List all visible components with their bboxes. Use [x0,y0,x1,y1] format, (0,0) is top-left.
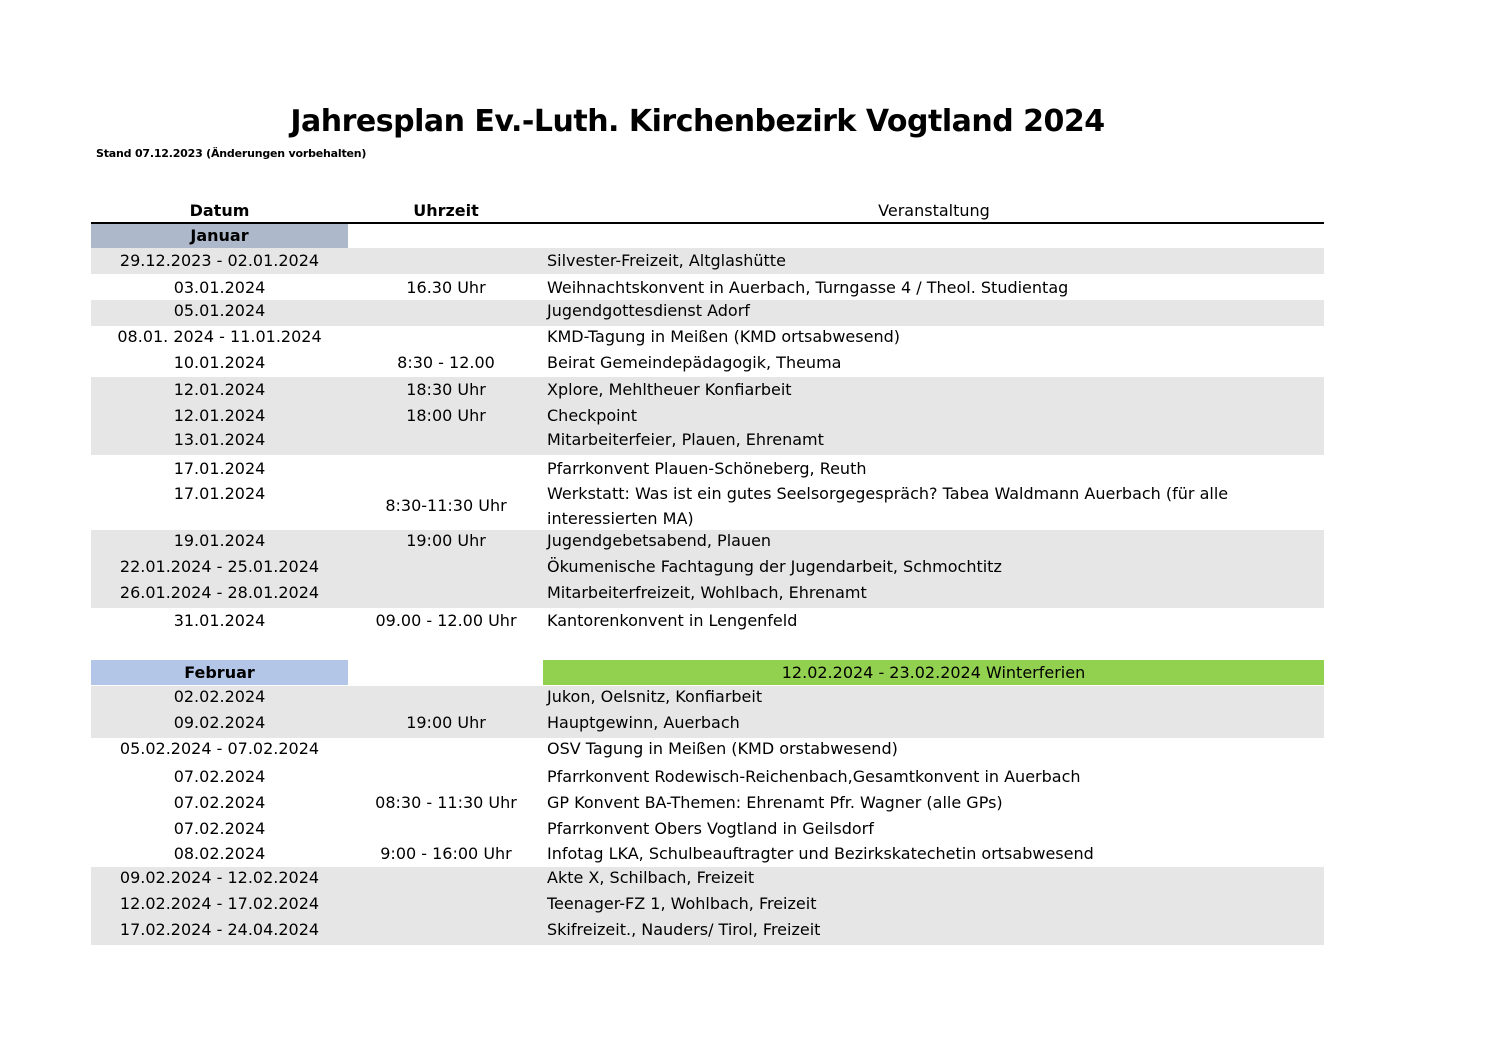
header-datum: Datum [189,201,250,220]
cell-event: Teenager-FZ 1, Wohlbach, Freizeit [547,894,817,913]
cell-event: Weihnachtskonvent in Auerbach, Turngasse 4 / Theol. Studientag [547,278,1069,297]
table-row [91,686,1324,712]
page-title: Jahresplan Ev.-Luth. Kirchenbezirk Vogtland 2024 [290,104,1105,139]
cell-date: 05.01.2024 [173,301,266,320]
stand-note: Stand 07.12.2023 (Änderungen vorbehalten) [96,147,367,160]
table-row [91,582,1324,608]
cell-time: 19:00 Uhr [406,713,486,732]
table-row [91,867,1324,893]
cell-date: 08.02.2024 [173,844,266,863]
table-row [91,403,1324,429]
table-row [91,300,1324,326]
cell-event: Silvester-Freizeit, Altglashütte [547,251,786,270]
cell-date: 02.02.2024 [173,687,266,706]
cell-event: Pfarrkonvent Plauen-Schöneberg, Reuth [547,459,867,478]
header-veranstaltung: Veranstaltung [878,201,990,220]
cell-date: 09.02.2024 - 12.02.2024 [119,868,320,887]
table-row [91,893,1324,919]
cell-date: 29.12.2023 - 02.01.2024 [119,251,320,270]
cell-date: 22.01.2024 - 25.01.2024 [119,557,320,576]
table-row [91,556,1324,582]
cell-event: Pfarrkonvent Obers Vogtland in Geilsdorf [547,819,874,838]
table-row [91,455,1324,481]
table-row [91,816,1324,842]
table-row [91,350,1324,376]
cell-event-continued: interessierten MA) [547,509,694,528]
cell-time: 8:30 - 12.00 [397,353,495,372]
header-uhrzeit: Uhrzeit [413,201,479,220]
cell-date: 07.02.2024 [173,793,266,812]
cell-event: Ökumenische Fachtagung der Jugendarbeit, Schmochtitz [547,557,1002,576]
cell-date: 08.01. 2024 - 11.01.2024 [117,327,322,346]
cell-time: 09.00 - 12.00 Uhr [375,611,517,630]
table-row [91,429,1324,455]
cell-date: 17.01.2024 [173,459,266,478]
cell-date: 17.02.2024 - 24.04.2024 [119,920,320,939]
table-row [91,738,1324,764]
cell-date: 03.01.2024 [173,278,266,297]
cell-time: 8:30-11:30 Uhr [385,496,507,515]
cell-event: Hauptgewinn, Auerbach [547,713,740,732]
cell-date: 12.01.2024 [173,380,266,399]
cell-time: 16.30 Uhr [406,278,486,297]
cell-event: Mitarbeiterfreizeit, Wohlbach, Ehrenamt [547,583,867,602]
table-row [91,481,1324,529]
cell-date: 07.02.2024 [173,767,266,786]
table-row [91,377,1324,403]
cell-event: Werkstatt: Was ist ein gutes Seelsorgegespräch? Tabea Waldmann Auerbach (für alle [547,484,1229,503]
cell-event: GP Konvent BA-Themen: Ehrenamt Pfr. Wagner (alle GPs) [547,793,1003,812]
cell-event: Jugendgottesdienst Adorf [547,301,750,320]
cell-date: 09.02.2024 [173,713,266,732]
cell-event: OSV Tagung in Meißen (KMD orstabwesend) [547,739,898,758]
cell-date: 07.02.2024 [173,819,266,838]
table-row [91,248,1324,274]
cell-event: Jugendgebetsabend, Plauen [547,531,772,550]
cell-date: 13.01.2024 [173,430,266,449]
cell-date: 26.01.2024 - 28.01.2024 [119,583,320,602]
cell-date: 17.01.2024 [173,484,266,503]
cell-event: Akte X, Schilbach, Freizeit [547,868,755,887]
cell-event: Beirat Gemeindepädagogik, Theuma [547,353,842,372]
table-row [91,919,1324,945]
table-row [91,712,1324,738]
cell-date: 10.01.2024 [173,353,266,372]
cell-event: Mitarbeiterfeier, Plauen, Ehrenamt [547,430,824,449]
table-row [91,790,1324,816]
cell-event: Kantorenkonvent in Lengenfeld [547,611,798,630]
cell-time: 18:30 Uhr [406,380,486,399]
table-row [91,764,1324,790]
cell-time: 08:30 - 11:30 Uhr [375,793,517,812]
cell-date: 12.02.2024 - 17.02.2024 [119,894,320,913]
ferien-banner: 12.02.2024 - 23.02.2024 Winterferien [543,660,1324,685]
cell-event: Skifreizeit., Nauders/ Tirol, Freizeit [547,920,821,939]
cell-event: Pfarrkonvent Rodewisch-Reichenbach,Gesamtkonvent in Auerbach [547,767,1081,786]
cell-date: 12.01.2024 [173,406,266,425]
table-row [91,274,1324,300]
month-label-februar: Februar [91,660,348,685]
table-row [91,326,1324,350]
table-row [91,608,1324,634]
cell-date: 19.01.2024 [173,531,266,550]
month-label-januar: Januar [91,224,348,248]
cell-event: Xplore, Mehltheuer Konfiarbeit [547,380,792,399]
cell-event: Infotag LKA, Schulbeauftragter und Bezirkskatechetin ortsabwesend [547,844,1094,863]
table-row [91,842,1324,867]
cell-time: 18:00 Uhr [406,406,486,425]
cell-time: 19:00 Uhr [406,531,486,550]
table-row [91,530,1324,556]
cell-time: 9:00 - 16:00 Uhr [380,844,512,863]
cell-event: Checkpoint [547,406,638,425]
cell-date: 05.02.2024 - 07.02.2024 [119,739,320,758]
cell-date: 31.01.2024 [173,611,266,630]
cell-event: KMD-Tagung in Meißen (KMD ortsabwesend) [547,327,900,346]
cell-event: Jukon, Oelsnitz, Konfiarbeit [547,687,763,706]
